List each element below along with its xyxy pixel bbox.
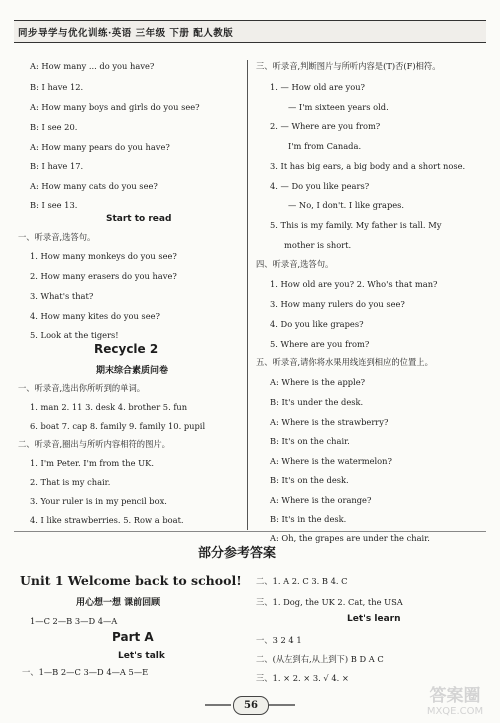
list-item: A: Where is the strawberry? [270,417,389,427]
dialogue-line: B: I have 17. [30,161,84,171]
dialogue-line: A: How many cats do you see? [30,181,158,191]
start-to-read-title: Start to read [106,214,172,224]
list-item: 1. How old are you? 2. Who's that man? [270,279,438,289]
list-item: 5. Where are you from? [270,339,370,349]
list-item: 3. Your ruler is in my pencil box. [30,496,167,506]
section-heading: 五、听录音,请你将水果用线连到相应的位置上。 [256,357,433,367]
watermark-text: 答案圈 [429,686,481,706]
answer-line: 一、1—B 2—C 3—D 4—A 5—E [22,667,149,677]
section-heading: 一、听录音,选答句。 [18,232,96,242]
list-item: 3. It has big ears, a big body and a short nose. [270,161,466,171]
list-item: 5. Look at the tigers! [30,330,119,340]
list-item: B: It's on the chair. [270,436,350,446]
list-item: A: Oh, the grapes are under the chair. [270,533,430,543]
answers-subtitle: 用心想一想 课前回顾 [76,598,161,608]
list-item: 2. How many erasers do you have? [30,271,177,281]
dialogue-line: A: How many pears do you have? [30,142,170,152]
dialogue-line: B: I see 13. [30,200,78,210]
list-item: — I'm sixteen years old. [288,102,389,112]
list-item: B: It's in the desk. [270,514,347,524]
answer-line: 三、1. Dog, the UK 2. Cat, the USA [256,597,403,607]
list-item: mother is short. [284,240,352,250]
list-item: 5. This is my family. My father is tall. My [270,220,442,230]
list-item: A: Where is the watermelon? [270,456,392,466]
page-number [205,696,295,714]
lets-talk-title: Let's talk [118,651,165,661]
dialogue-line: B: I see 20. [30,122,78,132]
exam-title: 期末综合素质问卷 [96,366,169,376]
page-header [14,20,486,43]
unit-title: Unit 1 Welcome back to school! [20,573,242,588]
list-item: 6. boat 7. cap 8. family 9. family 10. pupil [30,421,206,431]
list-item: 1. man 2. 11 3. desk 4. brother 5. fun [30,402,188,412]
list-item: A: Where is the orange? [270,495,372,505]
list-item: 2. That is my chair. [30,477,111,487]
list-item: 3. What's that? [30,291,94,301]
watermark-logo [418,681,492,717]
section-heading: 一、听录音,选出你所听到的单词。 [18,383,146,393]
ornament-left [205,704,231,706]
answer-line: 三、1. × 2. × 3. √ 4. × [256,673,349,683]
list-item: 4. Do you like grapes? [270,319,364,329]
list-item: — No, I don't. I like grapes. [288,200,405,210]
column-divider [247,60,248,530]
lets-learn-title: Let's learn [347,614,401,624]
dialogue-line: B: I have 12. [30,82,84,92]
section-heading: 二、听录音,圈出与所听内容相符的图片。 [18,439,170,449]
section-heading: 四、听录音,选答句。 [256,259,334,269]
list-item: 4. — Do you like pears? [270,181,370,191]
watermark-url: MXQE.COM [426,706,484,717]
ornament-right [269,704,295,706]
answer-line: 1—C 2—B 3—D 4—A [30,616,118,626]
header-title: 同步导学与优化训练·英语 三年级 下册 配人教版 [18,28,234,39]
list-item: 4. I like strawberries. 5. Row a boat. [30,515,184,525]
list-item: B: It's under the desk. [270,397,364,407]
list-item: 3. How many rulers do you see? [270,299,405,309]
list-item: 1. — How old are you? [270,82,365,92]
answer-line: 二、1. A 2. C 3. B 4. C [256,576,348,586]
answer-line: 二、(从左到右,从上到下) B D A C [256,654,384,664]
list-item: B: It's on the desk. [270,475,349,485]
recycle-title: Recycle 2 [94,342,159,356]
list-item: A: Where is the apple? [270,377,366,387]
part-a-title: Part A [112,630,154,644]
answers-title: 部分参考答案 [198,546,277,561]
dialogue-line: A: How many ... do you have? [30,61,155,71]
list-item: 2. — Where are you from? [270,121,381,131]
dialogue-line: A: How many boys and girls do you see? [30,102,200,112]
list-item: 1. I'm Peter. I'm from the UK. [30,458,154,468]
list-item: 1. How many monkeys do you see? [30,251,177,261]
list-item: I'm from Canada. [288,141,362,151]
section-divider [14,531,486,532]
list-item: 4. How many kites do you see? [30,311,160,321]
section-heading: 三、听录音,判断图片与所听内容是(T)否(F)相符。 [256,61,441,71]
page-number-label: 56 [233,696,269,715]
answer-line: 一、3 2 4 1 [256,635,302,645]
